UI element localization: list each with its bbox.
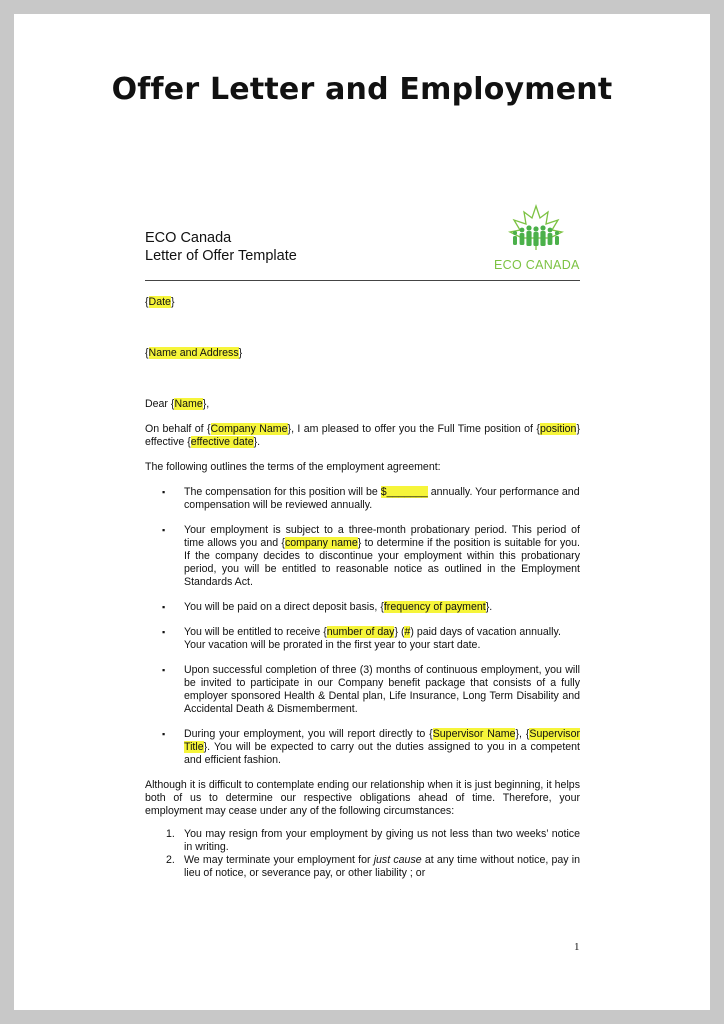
compensation-text: The compensation for this position will be [184, 486, 381, 498]
date-line: {Date} [145, 296, 175, 308]
list-number: 2. [166, 854, 175, 866]
dear-text: Dear [145, 398, 171, 410]
eco-canada-logo-icon [492, 200, 584, 286]
list-item: ▪ Your employment is subject to a three-month probationary period. This period of time allows you and {company name} to determine if the position is suitable for you. If the company decides to discontinue your employment within this probationary period, you will be entitled to reasonable notice as outlined in the Employment Standards Act. [162, 524, 581, 588]
document-page [14, 14, 710, 1010]
number-of-day-field[interactable]: number of day [326, 626, 395, 638]
bullet-icon: ▪ [162, 525, 166, 535]
name-address-field[interactable]: Name and Address [148, 347, 239, 359]
effective-date-field[interactable]: effective date [190, 436, 254, 448]
bullet-icon: ▪ [162, 627, 166, 637]
intro-paragraph: On behalf of {Company Name}, I am pleased to offer you the Full Time position of {position} effective {effective date}. [145, 423, 580, 448]
vacation-text-end: paid days of vacation annually. Your vacation will be prorated in the first year to your start date. [184, 626, 561, 651]
termination-paragraph: Although it is difficult to contemplate ending our relationship when it is just beginning, it helps both of us to determine our respective obligations ahead of time. Therefore, your employment may cease under any of the following circumstances: [145, 779, 580, 817]
report-text: During your employment, you will report directly to [184, 728, 430, 740]
terminate-text-end: at any time without notice, pay in lieu of notice, or severance pay, or other liability ; or [184, 854, 580, 879]
template-subtitle: Letter of Offer Template [145, 248, 297, 264]
date-field[interactable]: Date [148, 296, 171, 308]
vacation-text: You will be entitled to receive [184, 626, 324, 638]
list-item [145, 854, 580, 880]
payment-text: You will be paid on a direct deposit basis, [184, 601, 381, 613]
salary-field[interactable]: $_______ [380, 486, 428, 498]
report-text-end: . You will be expected to carry out the duties assigned to you in a competent and efficient fashion. [184, 741, 580, 766]
logo-text: ECO CANADA [494, 258, 580, 272]
effective-text: effective [145, 436, 188, 448]
company-name-field[interactable]: Company Name [210, 423, 288, 435]
name-address-line: {Name and Address} [145, 347, 243, 359]
probation-text: Your employment is subject to a three-month probationary period. This period of time allows you and [184, 524, 580, 549]
list-item: ▪ You will be entitled to receive {number of day} (#) paid days of vacation annually. Your vacation will be prorated in the first year to your start date. [162, 626, 561, 651]
probation-text-end: to determine if the position is suitable for you. If the company decides to discontinue your employment within this probationary period, you will be entitled to reasonable notice as outlined in the Employment Standards Act. [184, 537, 581, 588]
on-behalf-text: On behalf of [145, 423, 207, 435]
organization-name: ECO Canada [145, 230, 232, 246]
vacation-days-field[interactable]: # [404, 626, 411, 638]
outlines-paragraph: The following outlines the terms of the employment agreement: [145, 461, 441, 473]
terminate-text: We may terminate your employment for [184, 854, 374, 866]
frequency-payment-field[interactable]: frequency of payment [383, 601, 486, 613]
supervisor-name-field[interactable]: Supervisor Name [432, 728, 516, 740]
bullet-icon: ▪ [162, 602, 166, 612]
list-item [145, 664, 580, 716]
name-field[interactable]: Name [174, 398, 203, 410]
bullet-icon: ▪ [162, 487, 166, 497]
resign-text: You may resign from your employment by giving us not less than two weeks’ notice in writing. [184, 828, 580, 853]
salutation: Dear {Name}, [145, 398, 210, 410]
company-name-lower-field[interactable]: company name [284, 537, 358, 549]
list-item [145, 486, 580, 512]
supervisor-title-field[interactable]: Supervisor Title [184, 728, 581, 753]
bullet-icon: ▪ [162, 729, 166, 739]
header-divider [145, 280, 580, 281]
list-number: 1. [166, 828, 175, 840]
pleased-text: , I am pleased to offer you the Full Time position of [291, 423, 537, 435]
list-item: ▪ During your employment, you will report directly to {Supervisor Name}, {Supervisor Title}. You will be expected to carry out the duties assigned to you in a competent and efficient fashion. [162, 728, 581, 766]
position-field[interactable]: position [539, 423, 577, 435]
list-item [145, 828, 580, 854]
bullet-icon: ▪ [162, 665, 166, 675]
list-item: ▪ You will be paid on a direct deposit basis, {frequency of payment}. [162, 601, 493, 613]
just-cause-text: just cause [373, 854, 422, 866]
page-title: Offer Letter and Employment [111, 72, 613, 107]
benefits-text: Upon successful completion of three (3) months of continuous employment, you will be invited to participate in our Company benefit package that consists of a fully employer sponsored Health & Dental plan, Life Insurance, Long Term Disability and Accidental Death & Dismemberment. [184, 664, 580, 715]
compensation-text-end: annually. Your performance and compensation will be reviewed annually. [184, 486, 580, 511]
page-number: 1 [574, 941, 580, 953]
